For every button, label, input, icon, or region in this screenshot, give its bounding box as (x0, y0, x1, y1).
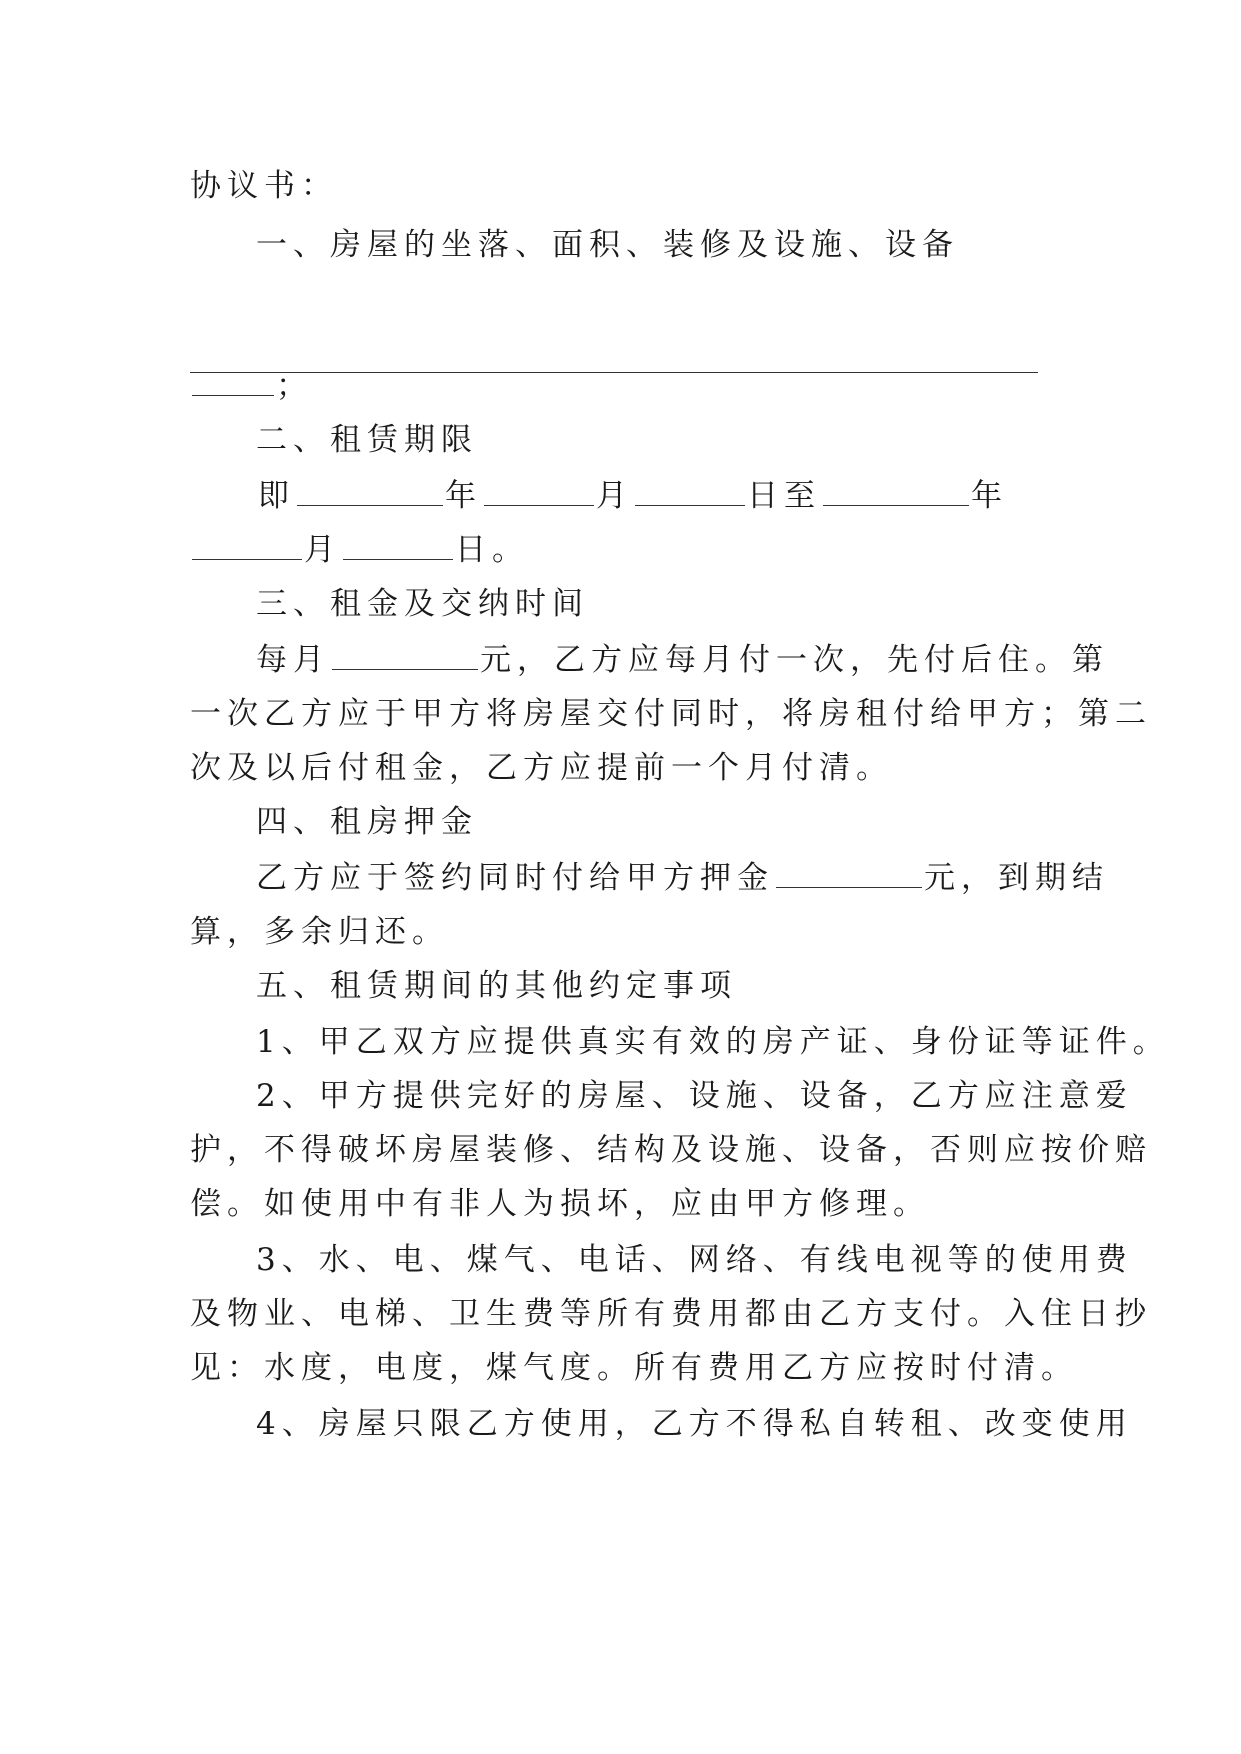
fill-blank (297, 479, 443, 506)
fill-blank (484, 479, 594, 506)
fill-blank (332, 643, 478, 670)
lease-period-line-1 (258, 476, 1008, 516)
item-3-line-2: 及物业、电梯、卫生费等所有费用都由乙方支付。入住日抄 (190, 1296, 1152, 1332)
lease-period-line-2 (190, 530, 529, 570)
text-segment: 日。 (455, 532, 529, 568)
deposit-line-2: 算，多余归还。 (190, 914, 449, 950)
rent-line-3: 次及以后付租金，乙方应提前一个月付清。 (190, 750, 893, 786)
item-3-line-1: 3、水、电、煤气、电话、网络、有线电视等的使用费 (256, 1242, 1133, 1278)
section-1-title: 一、房屋的坐落、面积、装修及设施、设备 (256, 227, 959, 263)
text-segment: 即 (258, 478, 295, 514)
text-segment: 元，乙方应每月付一次，先付后住。第 (480, 642, 1109, 678)
text-segment: 年 (971, 478, 1008, 514)
section-5-title: 五、租赁期间的其他约定事项 (256, 968, 737, 1004)
fill-blank (635, 479, 745, 506)
text-segment: 每月 (256, 642, 330, 678)
deposit-line-1 (256, 858, 1109, 898)
section-1-end-line (190, 366, 313, 406)
fill-blank-rule (190, 372, 1038, 373)
item-3-line-3: 见：水度，电度，煤气度。所有费用乙方应按时付清。 (190, 1350, 1078, 1386)
rent-line-1 (256, 640, 1109, 680)
rent-line-2: 一次乙方应于甲方将房屋交付同时，将房租付给甲方；第二 (190, 696, 1152, 732)
text-segment: 月 (596, 478, 633, 514)
item-4-line-1: 4、房屋只限乙方使用，乙方不得私自转租、改变使用 (256, 1406, 1133, 1442)
fill-blank (192, 369, 274, 396)
text-segment: 乙方应于签约同时付给甲方押金 (256, 860, 774, 896)
text-segment: 元，到期结 (924, 860, 1109, 896)
fill-blank (192, 533, 302, 560)
section-3-title: 三、租金及交纳时间 (256, 586, 589, 622)
text-segment: 月 (304, 532, 341, 568)
fill-blank (776, 861, 922, 888)
section-4-title: 四、租房押金 (256, 804, 478, 840)
section-2-title: 二、租赁期限 (256, 422, 478, 458)
item-1-line: 1、甲乙双方应提供真实有效的房产证、身份证等证件。 (256, 1024, 1170, 1060)
item-2-line-3: 偿。如使用中有非人为损坏，应由甲方修理。 (190, 1186, 930, 1222)
semicolon: ； (276, 368, 313, 404)
intro-line: 协议书： (190, 168, 338, 204)
text-segment: 日至 (747, 478, 821, 514)
fill-blank (343, 533, 453, 560)
text-segment: 年 (445, 478, 482, 514)
fill-blank (823, 479, 969, 506)
item-2-line-1: 2、甲方提供完好的房屋、设施、设备，乙方应注意爱 (256, 1078, 1133, 1114)
item-2-line-2: 护，不得破坏房屋装修、结构及设施、设备，否则应按价赔 (190, 1132, 1152, 1168)
